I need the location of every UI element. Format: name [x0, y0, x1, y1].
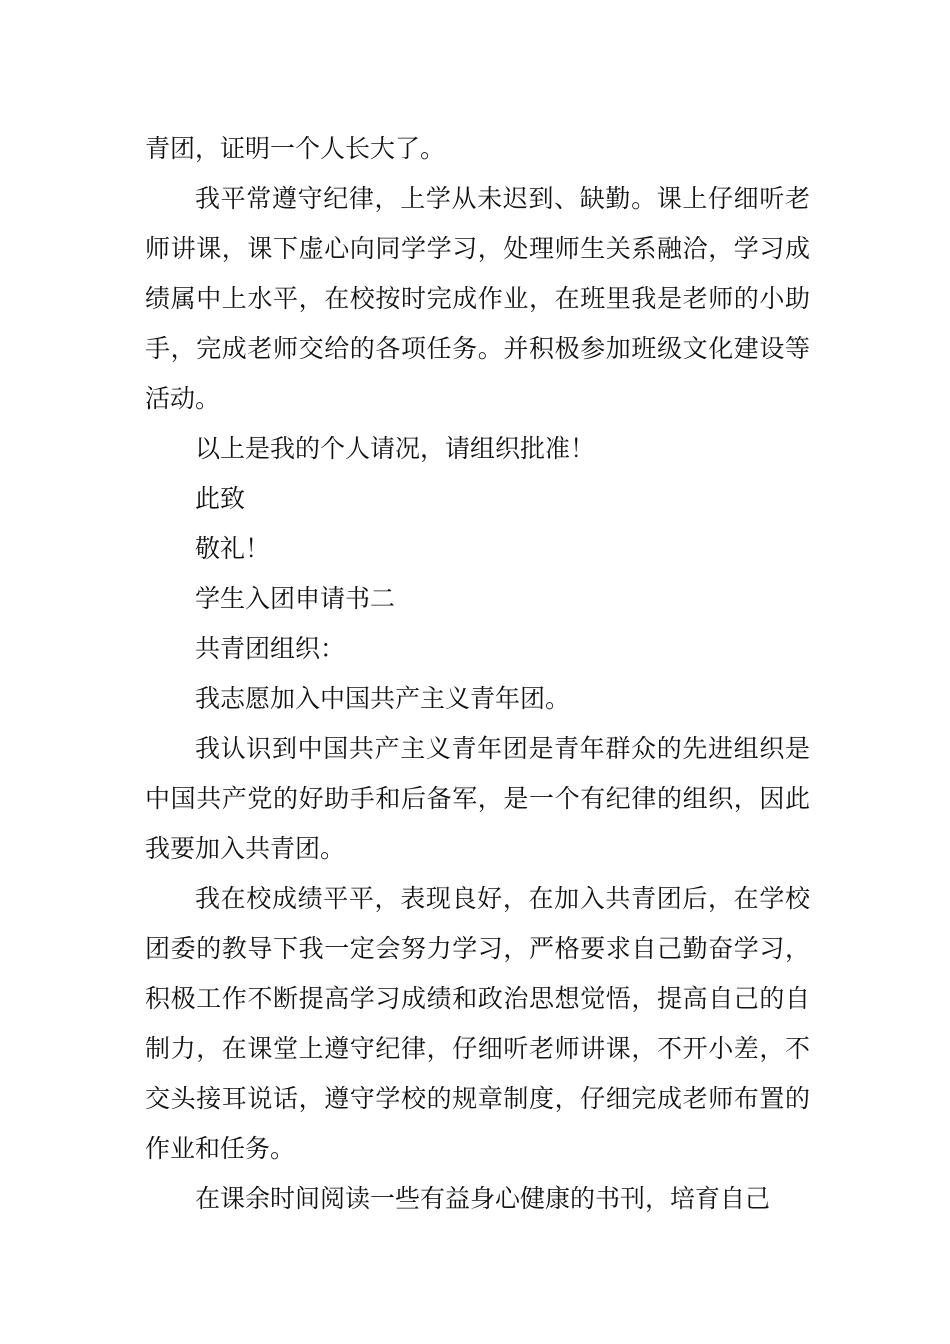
- paragraph-request-approval: 以上是我的个人请况，请组织批准！: [195, 434, 596, 463]
- paragraph-self-description: 我平常遵守纪律，上学从未迟到、缺勤。课上仔细听老师讲课，课下虚心向同学学习，处理师生关系融洽，学习成绩属中上水平，在校按时完成作业，在班里我是老师的小助手，完成老师交给的各项任务。并积极参加班级文化建设等活动。: [145, 184, 810, 413]
- paragraph-closing-cizhi: 此致: [195, 484, 246, 513]
- paragraph-understanding: 我认识到中国共产主义青年团是青年群众的先进组织是中国共产党的好助手和后备军，是一个有纪律的组织，因此我要加入共青团。: [145, 734, 810, 863]
- paragraph-spare-time: 在课余时间阅读一些有益身心健康的书刊，培育自己: [195, 1184, 771, 1213]
- paragraph-continuation: 青团，证明一个人长大了。: [145, 134, 446, 163]
- document-body: [145, 124, 810, 1224]
- paragraph-commitment: 我在校成绩平平，表现良好，在加入共青团后，在学校团委的教导下我一定会努力学习，严格要求自己勤奋学习，积极工作不断提高学习成绩和政治思想觉悟，提高自己的自制力，在课堂上遵守纪律，仔细听老师讲课，不开小差，不交头接耳说话，遵守学校的规章制度，仔细完成老师布置的作业和任务。: [145, 884, 810, 1163]
- paragraph-volunteer-statement: 我志愿加入中国共产主义青年团。: [195, 684, 571, 713]
- paragraph-salutation: 共青团组织：: [195, 634, 346, 663]
- section-title-application-two: 学生入团申请书二: [195, 584, 396, 613]
- paragraph-closing-jingli: 敬礼！: [195, 534, 271, 563]
